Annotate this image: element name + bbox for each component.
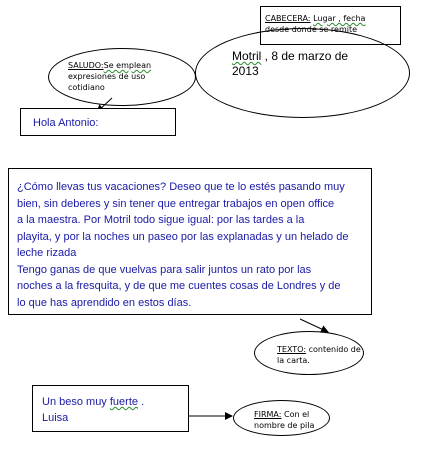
greeting-text: Hola Antonio: [33, 117, 99, 129]
signature-label: FIRMA: Con el nombre de pila [254, 410, 315, 430]
body-text-box [8, 168, 372, 315]
header-label: CABECERA: Lugar , fecha desde donde se remite [265, 14, 366, 34]
signature-text: Un beso muy fuerte . Luisa [42, 396, 145, 424]
greeting-label: SALUDO:Se emplean expresiones de uso cotidiano [68, 61, 152, 92]
text-label: TEXTO: contenido de la carta. [277, 345, 361, 365]
body-text: ¿Cómo llevas tus vacaciones? Deseo que te lo estés pasando muy bien, sin deberes y sin tener que entregar trabajos en open office a la maestra. Por Motril todo sigue igual: por las tardes a la playita, y por la noches un paseo por las explanadas y un helado de leche rizada Tengo ganas de que vuelvas para salir juntos un rato por las noches a la fresquita, y de que me cuentes cosas de Londres y de lo que has aprendido en estos días. [17, 181, 349, 309]
date-text: Motril , 8 de marzo de 2013 [232, 49, 349, 78]
arrow-texto [300, 319, 328, 332]
greeting-box [20, 108, 176, 136]
signature-box [32, 385, 189, 432]
